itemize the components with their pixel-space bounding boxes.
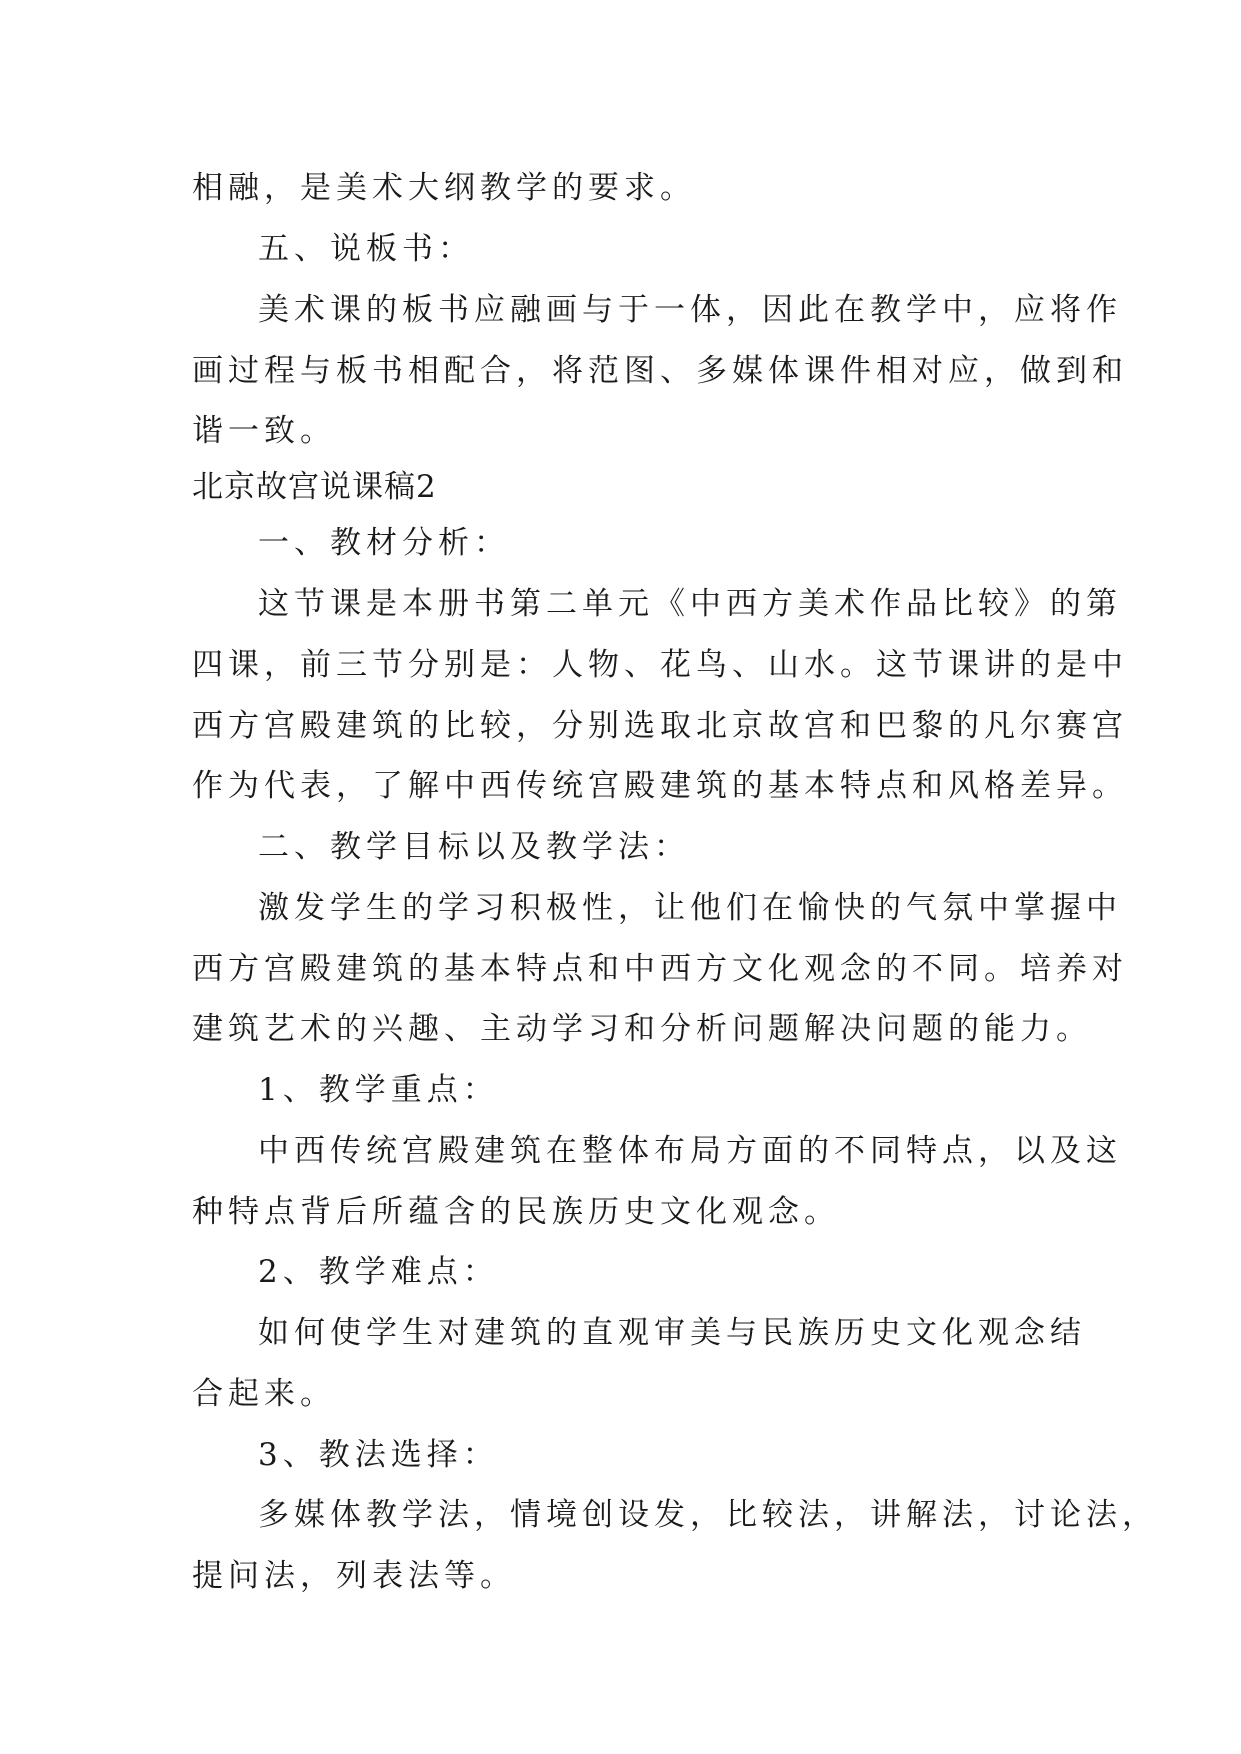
paragraph-line: 相融，是美术大纲教学的要求。 bbox=[192, 170, 696, 206]
paragraph-line: 建筑艺术的兴趣、主动学习和分析问题解决问题的能力。 bbox=[192, 1011, 1092, 1047]
section-heading: 一、教材分析： bbox=[258, 525, 510, 561]
paragraph-line: 谐一致。 bbox=[192, 413, 336, 449]
section-heading: 1、教学重点： bbox=[258, 1072, 499, 1108]
paragraph-line: 美术课的板书应融画与于一体，因此在教学中，应将作 bbox=[258, 292, 1122, 328]
section-heading: 3、教法选择： bbox=[258, 1437, 499, 1473]
section-heading: 五、说板书： bbox=[258, 231, 474, 267]
section-heading: 二、教学目标以及教学法： bbox=[258, 829, 690, 865]
paragraph-line: 画过程与板书相配合，将范图、多媒体课件相对应，做到和 bbox=[192, 353, 1128, 389]
paragraph-line: 西方宫殿建筑的比较，分别选取北京故宫和巴黎的凡尔赛宫 bbox=[192, 708, 1128, 744]
paragraph-line: 这节课是本册书第二单元《中西方美术作品比较》的第 bbox=[258, 586, 1122, 622]
document-title: 北京故宫说课稿2 bbox=[192, 469, 437, 505]
paragraph-line: 多媒体教学法，情境创设发，比较法，讲解法，讨论法， bbox=[258, 1497, 1158, 1533]
paragraph-line: 提问法，列表法等。 bbox=[192, 1558, 516, 1594]
paragraph-line: 合起来。 bbox=[192, 1376, 336, 1412]
paragraph-line: 中西传统宫殿建筑在整体布局方面的不同特点，以及这 bbox=[258, 1133, 1122, 1169]
section-heading: 2、教学难点： bbox=[258, 1254, 499, 1290]
paragraph-line: 四课，前三节分别是：人物、花鸟、山水。这节课讲的是中 bbox=[192, 647, 1128, 683]
paragraph-line: 种特点背后所蕴含的民族历史文化观念。 bbox=[192, 1194, 840, 1230]
paragraph-line: 如何使学生对建筑的直观审美与民族历史文化观念结 bbox=[258, 1315, 1086, 1351]
paragraph-line: 作为代表，了解中西传统宫殿建筑的基本特点和风格差异。 bbox=[192, 768, 1128, 804]
paragraph-line: 激发学生的学习积极性，让他们在愉快的气氛中掌握中 bbox=[258, 890, 1122, 926]
paragraph-line: 西方宫殿建筑的基本特点和中西方文化观念的不同。培养对 bbox=[192, 951, 1128, 987]
